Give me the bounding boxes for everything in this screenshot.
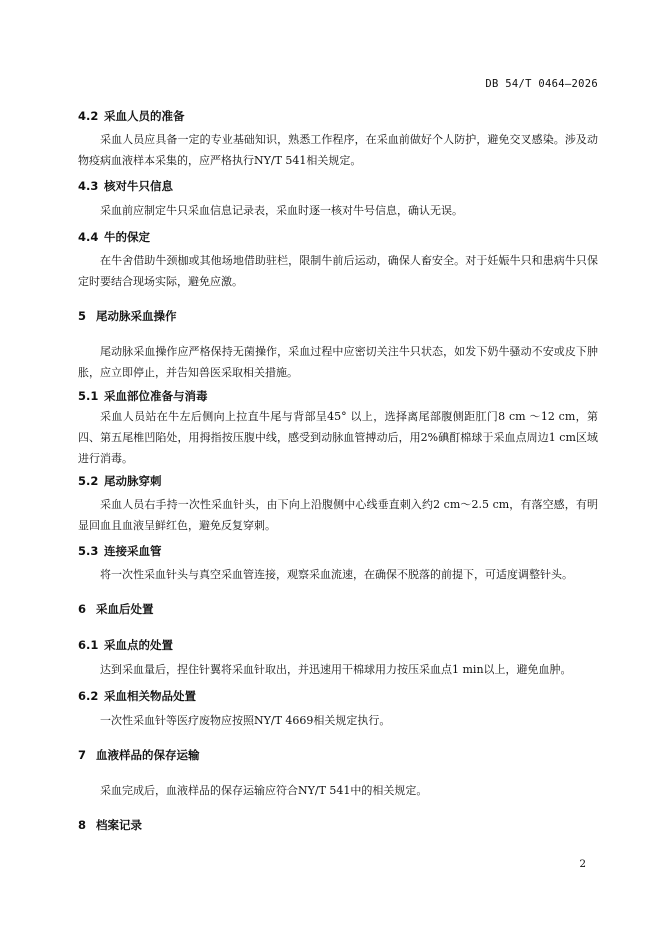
paragraph-5-1: 采血人员站在牛左后侧向上拉直牛尾与背部呈45° 以上，选择离尾部腹侧距肛门8 cm ～12 cm，第四、第五尾椎凹陷处，用拇指按压腹中线，感受到动脉血管搏动后，用2%碘酊棉球于采血点周边1 cm区域进行消毒。 [78, 410, 598, 465]
section-title: 尾动脉穿刺 [104, 474, 162, 488]
section-title: 连接采血管 [104, 544, 162, 558]
section-number: 6.2 [78, 689, 99, 703]
section-number: 7 [78, 748, 87, 762]
section-heading-8 [78, 817, 142, 833]
paragraph-5-3: 将一次性采血针头与真空采血管连接，观察采血流速，在确保不脱落的前提下，可适度调整针头。 [100, 568, 573, 581]
paragraph-4-3: 采血前应制定牛只采血信息记录表，采血时逐一核对牛号信息，确认无误。 [100, 204, 463, 217]
section-heading-7 [78, 747, 200, 763]
paragraph-5: 尾动脉采血操作应严格保持无菌操作，采血过程中应密切关注牛只状态，如发下奶牛骚动不安或皮下肿胀，应立即停止，并告知兽医采取相关措施。 [78, 345, 598, 379]
section-title: 核对牛只信息 [104, 179, 173, 193]
paragraph-7: 采血完成后，血液样品的保存运输应符合NY/T 541中的相关规定。 [100, 784, 428, 797]
section-number: 6.1 [78, 638, 99, 652]
section-number: 4.3 [78, 179, 99, 193]
paragraph-4-2: 采血人员应具备一定的专业基础知识，熟悉工作程序，在采血前做好个人防护，避免交叉感染。涉及动物疫病血液样本采集的，应严格执行NY/T 541相关规定。 [78, 133, 598, 167]
page-number: 2 [579, 858, 586, 870]
section-title: 采血人员的准备 [104, 109, 185, 123]
section-heading-5-3 [78, 543, 162, 559]
section-title: 采血相关物品处置 [104, 689, 196, 703]
section-number: 5.3 [78, 544, 99, 558]
paragraph-6-2: 一次性采血针等医疗废物应按照NY/T 4669相关规定执行。 [100, 714, 391, 727]
section-number: 5 [78, 309, 87, 323]
section-number: 5.1 [78, 389, 99, 403]
section-heading-5-2 [78, 473, 162, 489]
section-title: 采血部位准备与消毒 [104, 389, 208, 403]
section-heading-5 [78, 308, 177, 324]
document-code: DB 54/T 0464—2026 [485, 78, 598, 90]
section-number: 5.2 [78, 474, 99, 488]
section-number: 4.2 [78, 109, 99, 123]
section-title: 档案记录 [96, 818, 142, 832]
section-title: 尾动脉采血操作 [96, 309, 177, 323]
section-heading-4-3 [78, 178, 173, 194]
section-title: 牛的保定 [104, 230, 150, 244]
section-heading-6 [78, 601, 154, 617]
section-heading-4-2 [78, 108, 185, 124]
section-heading-5-1 [78, 388, 208, 404]
section-number: 4.4 [78, 230, 99, 244]
paragraph-4-4: 在牛舍借助牛颈枷或其他场地借助驻栏，限制牛前后运动，确保人畜安全。对于妊娠牛只和患病牛只保定时要结合现场实际，避免应激。 [78, 254, 598, 288]
section-number: 8 [78, 818, 87, 832]
paragraph-6-1: 达到采血量后，捏住针翼将采血针取出，并迅速用干棉球用力按压采血点1 min以上，避免血肿。 [100, 663, 572, 676]
section-title: 血液样品的保存运输 [96, 748, 200, 762]
section-number: 6 [78, 602, 87, 616]
section-title: 采血点的处置 [104, 638, 173, 652]
section-heading-6-2 [78, 688, 196, 704]
section-heading-6-1 [78, 637, 173, 653]
section-title: 采血后处置 [96, 602, 154, 616]
section-heading-4-4 [78, 229, 150, 245]
paragraph-5-2: 采血人员右手持一次性采血针头，由下向上沿腹侧中心线垂直刺入约2 cm～2.5 cm，有落空感，有明显回血且血液呈鲜红色，避免反复穿刺。 [78, 498, 598, 532]
